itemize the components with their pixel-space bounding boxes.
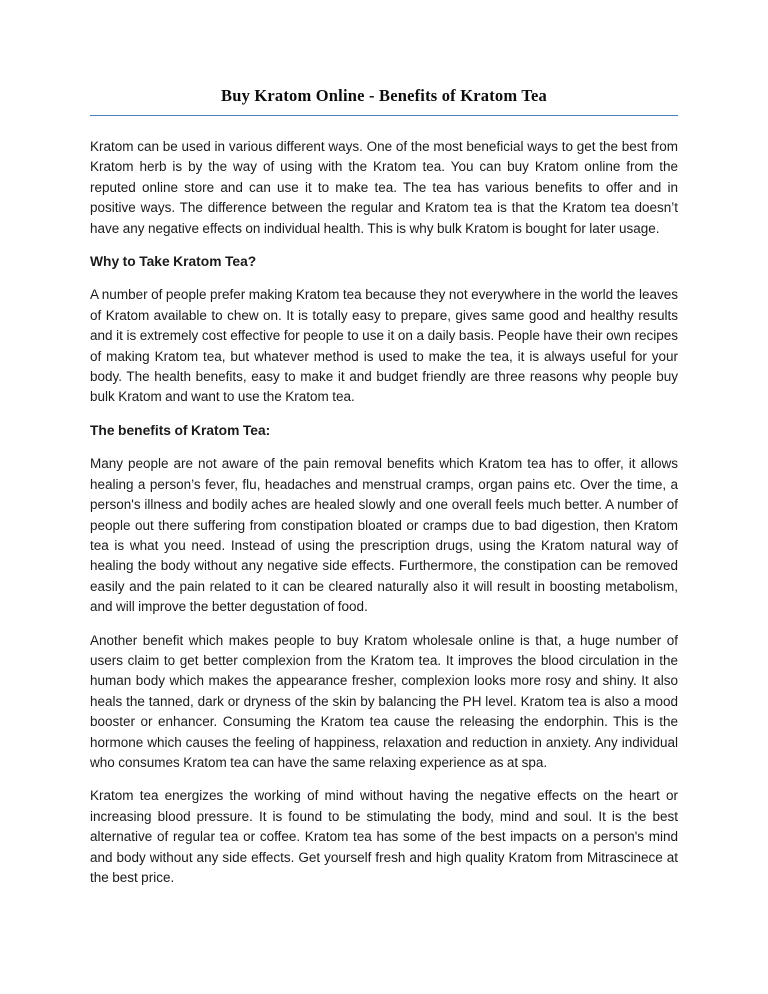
paragraph-why-take-kratom-tea: A number of people prefer making Kratom tea because they not everywhere in the world the leaves of Kratom available to chew on. It is totally easy to prepare, gives same good and healthy results and it is extremely cost effective for people to use it on a daily basis. People have their own recipes of making Kratom tea, but whatever method is used to make the tea, it is always useful for your body. The health benefits, easy to make it and budget friendly are three reasons why people buy bulk Kratom and want to use the Kratom tea. xyxy=(90,287,678,405)
section-heading-benefits: The benefits of Kratom Tea: xyxy=(90,422,271,438)
document-title: Buy Kratom Online - Benefits of Kratom Tea xyxy=(90,86,678,116)
paragraph-energizing-closing: Kratom tea energizes the working of mind without having the negative effects on the heart or increasing blood pressure. It is found to be stimulating the body, mind and soul. It is the best alternative of regular tea or coffee. Kratom tea has some of the best impacts on a person's mind and body without any side effects. Get yourself fresh and high quality Kratom from Mitrascinece at the best price. xyxy=(90,788,678,885)
paragraph-pain-removal-benefits: Many people are not aware of the pain removal benefits which Kratom tea has to offer, it allows healing a person’s fever, flu, headaches and menstrual cramps, organ pains etc. Over the time, a person's illness and bodily aches are healed slowly and one overall feels much better. A number of people out there suffering from constipation bloated or cramps due to bad digestion, then Kratom tea is what you need. Instead of using the prescription drugs, using the Kratom natural way of healing the body without any negative side effects. Furthermore, the constipation can be removed easily and the pain related to it can be cleared naturally also it will result in boosting metabolism, and will improve the better degustation of food. xyxy=(90,456,678,615)
paragraph-complexion-mood-benefits: Another benefit which makes people to buy Kratom wholesale online is that, a huge number of users claim to get better complexion from the Kratom tea. It improves the blood circulation in the human body which makes the appearance fresher, complexion looks more rosy and shiny. It also heals the tanned, dark or dryness of the skin by balancing the PH level. Kratom tea is also a mood booster or enhancer. Consuming the Kratom tea cause the releasing the endorphin. This is the hormone which causes the feeling of happiness, relaxation and reduction in anxiety. Any individual who consumes Kratom tea can have the same relaxing experience as at spa. xyxy=(90,632,678,770)
intro-paragraph: Kratom can be used in various different ways. One of the most beneficial ways to get the best from Kratom herb is by the way of using with the Kratom tea. You can buy Kratom online from the reputed online store and can use it to make tea. The tea has various benefits to offer and in positive ways. The difference between the regular and Kratom tea is that the Kratom tea doesn’t have any negative effects on individual health. This is why bulk Kratom is bought for later usage. xyxy=(90,139,678,236)
section-heading-why-take-kratom-tea: Why to Take Kratom Tea? xyxy=(90,254,257,270)
